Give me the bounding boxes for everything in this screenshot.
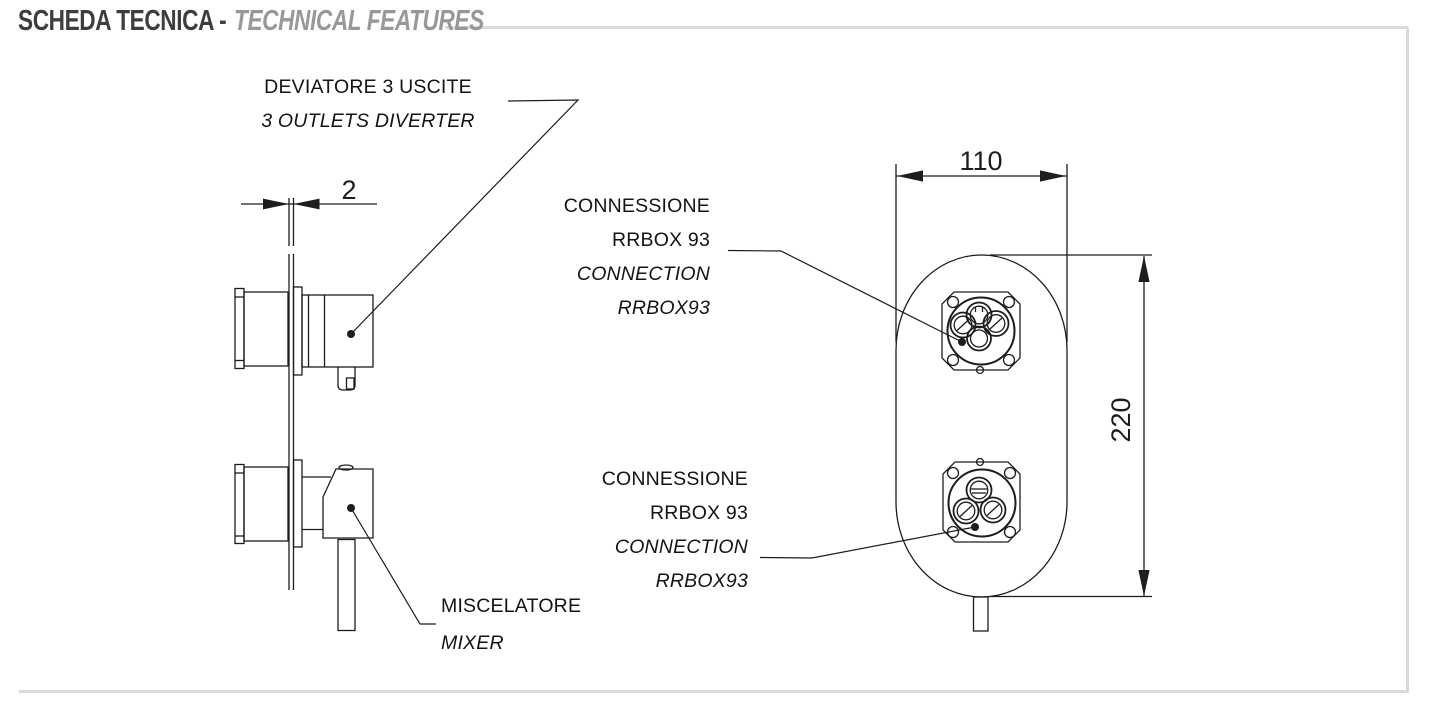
side-view-drawing [235, 175, 377, 631]
arrowhead-right-icon [263, 199, 289, 210]
connection-top-line3: CONNECTION [576, 263, 710, 285]
mixer-callout-label [441, 588, 661, 662]
wall-thickness-dimension [241, 175, 377, 209]
width-dimension [896, 146, 1067, 342]
arrowhead-down-icon [1138, 570, 1149, 596]
connection-top-leader-dot [958, 338, 966, 346]
plate-width-value: 110 [959, 146, 1003, 176]
mixer-body [323, 469, 373, 538]
wall-plate [289, 198, 294, 590]
page-title-english: TECHNICAL FEATURES [234, 5, 484, 37]
mixer-label-it: MISCELATORE [441, 595, 582, 617]
arrowhead-right-icon [1040, 170, 1066, 181]
diverter-valve-side [235, 287, 373, 390]
mixer-connection-front [943, 459, 1020, 543]
handle-tip-front [974, 597, 989, 631]
plate-height-value: 220 [1106, 397, 1136, 443]
connection-bottom-leader-line [760, 527, 975, 558]
diverter-label-en: 3 OUTLETS DIVERTER [261, 110, 475, 132]
diverter-leader-dot [347, 330, 355, 338]
front-view-drawing [896, 146, 1152, 631]
connection-bottom-line3: CONNECTION [614, 536, 748, 558]
mixer-leader-line [351, 508, 436, 624]
connection-top-line1: CONNESSIONE [563, 195, 710, 217]
wall-thickness-value: 2 [341, 175, 357, 205]
connection-top-line4: RRBOX93 [617, 297, 710, 319]
connection-plate [942, 292, 1020, 370]
connection-bottom-line4: RRBOX93 [655, 570, 748, 592]
mixer-label-en: MIXER [441, 632, 504, 654]
mixer-handle [338, 540, 355, 631]
connection-top-leader-line [728, 251, 962, 343]
arrowhead-left-icon [294, 199, 320, 210]
mixer-leader-dot [347, 504, 355, 512]
connection-bottom-leader-dot [971, 523, 979, 531]
arrowhead-left-icon [897, 170, 923, 181]
arrowhead-up-icon [1138, 256, 1149, 282]
connection-top-callout-label [440, 189, 710, 325]
connection-bottom-line2: RRBOX 93 [649, 502, 748, 524]
connection-bottom-line1: CONNESSIONE [601, 468, 748, 490]
diverter-label-it: DEVIATORE 3 USCITE [264, 76, 472, 98]
page-title-italian: SCHEDA TECNICA - [18, 5, 227, 37]
connection-top-line2: RRBOX 93 [611, 229, 710, 251]
diverter-callout-label [250, 70, 486, 138]
diverter-connection-front [942, 292, 1020, 374]
mixer-valve-side [235, 460, 373, 631]
connection-bottom-callout-label [478, 462, 748, 598]
